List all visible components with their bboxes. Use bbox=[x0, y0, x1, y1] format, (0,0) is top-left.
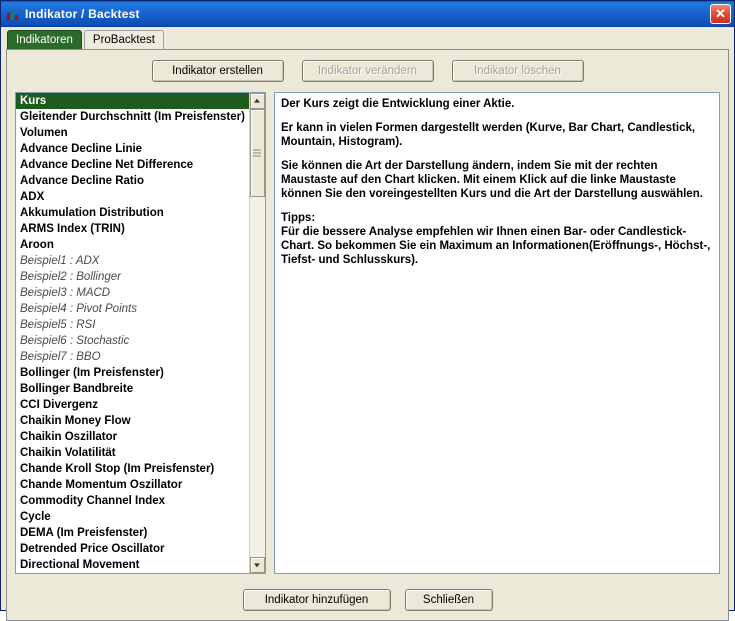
list-item[interactable]: DEMA (Im Preisfenster) bbox=[20, 527, 148, 539]
scrollbar-thumb[interactable] bbox=[250, 109, 265, 197]
list-item[interactable]: CCI Divergenz bbox=[20, 399, 98, 411]
list-item[interactable]: Advance Decline Ratio bbox=[20, 175, 144, 187]
close-button[interactable]: Schließen bbox=[405, 589, 493, 611]
close-icon[interactable]: ✕ bbox=[710, 4, 731, 24]
list-item[interactable]: Beispiel5 : RSI bbox=[20, 319, 96, 331]
list-item[interactable]: ARMS Index (TRIN) bbox=[20, 223, 125, 235]
scroll-up-icon[interactable] bbox=[250, 93, 265, 109]
footer-buttons bbox=[7, 580, 728, 620]
scroll-down-icon[interactable] bbox=[250, 557, 265, 573]
list-item[interactable]: Detrended Price Oscillator bbox=[20, 543, 165, 555]
list-item[interactable]: Bollinger Bandbreite bbox=[20, 383, 134, 395]
list-item[interactable]: Beispiel6 : Stochastic bbox=[20, 335, 130, 347]
list-item[interactable]: Volumen bbox=[20, 127, 68, 139]
modify-indicator-button: Indikator verändern bbox=[302, 60, 434, 82]
list-item[interactable]: Beispiel4 : Pivot Points bbox=[20, 303, 137, 315]
list-item[interactable]: Chaikin Money Flow bbox=[20, 415, 131, 427]
list-item[interactable]: Beispiel3 : MACD bbox=[20, 287, 111, 299]
list-item[interactable]: Kurs bbox=[16, 93, 249, 109]
list-item[interactable]: Cycle bbox=[20, 511, 51, 523]
list-item[interactable]: Akkumulation Distribution bbox=[20, 207, 164, 219]
tab-strip bbox=[1, 27, 734, 49]
title-bar[interactable] bbox=[1, 1, 734, 27]
list-item[interactable]: ADX bbox=[20, 191, 45, 203]
content-area bbox=[7, 92, 728, 580]
list-item[interactable]: Chande Kroll Stop (Im Preisfenster) bbox=[20, 463, 215, 475]
list-item[interactable]: Advance Decline Linie bbox=[20, 143, 143, 155]
list-item[interactable]: Chaikin Oszillator bbox=[20, 431, 118, 443]
create-indicator-button[interactable]: Indikator erstellen bbox=[152, 60, 284, 82]
chart-bars-icon bbox=[5, 6, 21, 22]
list-item[interactable]: Chande Momentum Oszillator bbox=[20, 479, 183, 491]
list-item[interactable]: Commodity Channel Index bbox=[20, 495, 166, 507]
list-scrollbar[interactable] bbox=[249, 93, 265, 573]
list-item[interactable]: Aroon bbox=[20, 239, 54, 251]
client-panel bbox=[6, 49, 729, 621]
list-item[interactable]: Bollinger (Im Preisfenster) bbox=[20, 367, 164, 379]
tab-indikatoren[interactable]: Indikatoren bbox=[7, 30, 82, 49]
scrollbar-track[interactable] bbox=[250, 109, 265, 557]
list-item[interactable]: Chaikin Volatilität bbox=[20, 447, 116, 459]
add-indicator-button[interactable]: Indikator hinzufügen bbox=[243, 589, 391, 611]
tips-body: Für die bessere Analyse empfehlen wir Ihnen einen Bar- oder Candlestick-Chart. So bekommen Sie ein Maximum an Informationen(Eröffnungs-, Höchst-, Tiefst- und Schlusskurs). bbox=[280, 226, 711, 266]
indicator-list[interactable] bbox=[16, 93, 249, 573]
window-title: Indikator / Backtest bbox=[25, 7, 140, 21]
list-item[interactable]: Beispiel7 : BBO bbox=[20, 351, 101, 363]
list-item[interactable]: Advance Decline Net Difference bbox=[20, 159, 194, 171]
list-item[interactable]: Directional Movement bbox=[20, 559, 140, 571]
description-paragraph-1: Der Kurs zeigt die Entwicklung einer Aktie. bbox=[280, 98, 515, 110]
tips-heading: Tipps: bbox=[280, 212, 316, 224]
delete-indicator-button: Indikator löschen bbox=[452, 60, 584, 82]
description-paragraph-3: Sie können die Art der Darstellung ändern, indem Sie mit der rechten Maustaste auf den Chart klicken. Mit einem Klick auf die linke Maustaste können Sie den voreingestellten Kurs und die Art der Darstellung auswählen. bbox=[280, 160, 703, 200]
tab-probacktest[interactable]: ProBacktest bbox=[84, 30, 164, 49]
indicator-list-panel bbox=[15, 92, 266, 574]
list-item[interactable]: Gleitender Durchschnitt (Im Preisfenster) bbox=[20, 111, 245, 123]
list-item[interactable]: Beispiel1 : ADX bbox=[20, 255, 100, 267]
list-item[interactable]: Beispiel2 : Bollinger bbox=[20, 271, 122, 283]
description-paragraph-2: Er kann in vielen Formen dargestellt werden (Kurve, Bar Chart, Candlestick, Mountain, Histogram). bbox=[280, 122, 696, 148]
indicator-description bbox=[274, 92, 720, 574]
toolbar bbox=[7, 50, 728, 92]
